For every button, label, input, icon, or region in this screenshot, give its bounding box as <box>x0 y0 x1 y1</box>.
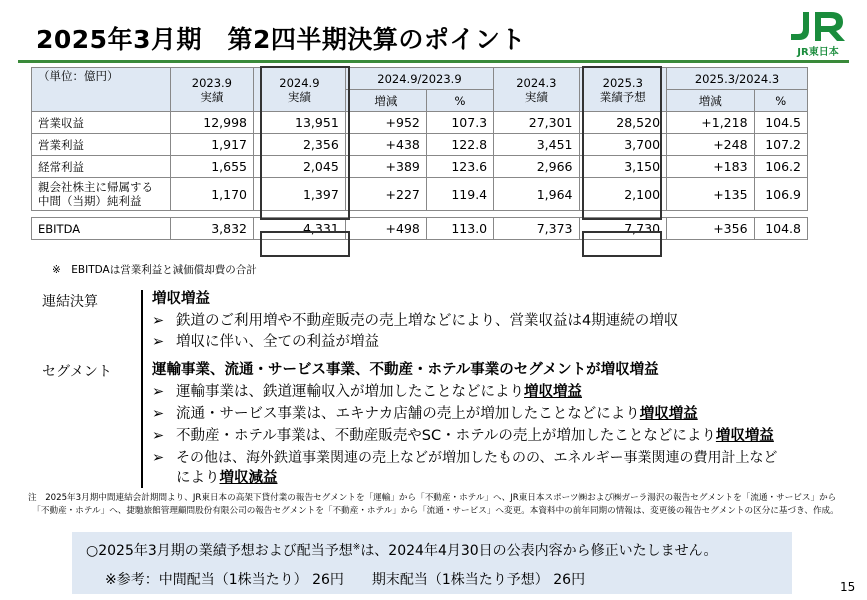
cell: 2,045 <box>254 156 346 178</box>
cell: 2,356 <box>254 134 346 156</box>
jr-logo <box>783 10 853 56</box>
group-header-2025-vs-2024: 2025.3/2024.3 <box>667 68 808 90</box>
cell: 3,700 <box>579 134 667 156</box>
note-mark: ※ <box>352 542 361 553</box>
table-row-ebitda <box>32 218 808 240</box>
arrow-icon: ➢ <box>152 313 165 329</box>
cell: 123.6 <box>426 156 493 178</box>
result-highlight: 増収増益 <box>524 384 582 400</box>
segment-bullet <box>152 427 774 446</box>
table-row <box>32 134 808 156</box>
cell: 122.8 <box>426 134 493 156</box>
table-gap <box>32 211 808 218</box>
cell: 3,150 <box>579 156 667 178</box>
arrow-icon: ➢ <box>152 450 165 466</box>
row-label: 経常利益 <box>32 156 171 178</box>
cell: 1,397 <box>254 178 346 211</box>
segment-head: 運輸事業、流通・サービス事業、不動産・ホテル事業のセグメントが増収増益 <box>152 362 659 378</box>
row-label: 営業利益 <box>32 134 171 156</box>
table-row <box>32 112 808 134</box>
cell: 1,917 <box>170 134 253 156</box>
footnote-line: 注 2025年3月期中間連結会計期間より、JR東日本の高架下貸付業の報告セグメントを「運輸」から「不動産・ホテル」へ、JR東日本スポーツ㈱および㈱ガーラ湯沢の報告セグメントを「流通・サービス」から <box>28 493 837 503</box>
section-divider <box>141 290 143 488</box>
col-header-2024-9: 2024.9 実績 <box>254 68 346 112</box>
segment-bullet <box>152 449 777 468</box>
cell: 28,520 <box>579 112 667 134</box>
dividend-reference: ※参考：中間配当（1株当たり） 26円 期末配当（1株当たり予想） 26円 <box>105 572 586 588</box>
cell: 107.2 <box>754 134 807 156</box>
segment-bullet-cont <box>176 469 278 488</box>
cell: 12,998 <box>170 112 253 134</box>
table-row <box>32 156 808 178</box>
cell: 3,832 <box>170 218 253 240</box>
cell: 1,964 <box>494 178 579 211</box>
result-highlight: 増収増益 <box>715 428 774 444</box>
cell: 106.9 <box>754 178 807 211</box>
cell: +438 <box>345 134 426 156</box>
page-title: 2025年3月期 第2四半期決算のポイント <box>36 25 526 54</box>
cell: +227 <box>345 178 426 211</box>
sub-header-percent: % <box>426 90 493 112</box>
financial-table <box>31 67 808 240</box>
col-header-2024-3: 2024.3 実績 <box>494 68 579 112</box>
arrow-icon: ➢ <box>152 384 165 400</box>
page-number: 15 <box>840 580 856 594</box>
cell: 27,301 <box>494 112 579 134</box>
row-label: EBITDA <box>32 218 171 240</box>
cell: 113.0 <box>426 218 493 240</box>
arrow-icon: ➢ <box>152 428 165 444</box>
jr-logo-icon <box>783 10 853 44</box>
cell: 13,951 <box>254 112 346 134</box>
result-highlight: 増収増益 <box>639 406 698 422</box>
cell: 1,655 <box>170 156 253 178</box>
consolidated-bullet <box>152 312 678 331</box>
row-label: 親会社株主に帰属する 中間（当期）純利益 <box>32 178 171 211</box>
bullet-text: により <box>176 470 220 486</box>
consolidated-label: 連結決算 <box>42 294 98 310</box>
bullet-text: 増収に伴い、全ての利益が増益 <box>176 334 379 350</box>
arrow-icon: ➢ <box>152 334 165 350</box>
cell: +1,218 <box>667 112 755 134</box>
cell: 2,966 <box>494 156 579 178</box>
sub-header-change: 増減 <box>345 90 426 112</box>
cell: 7,373 <box>494 218 579 240</box>
arrow-icon: ➢ <box>152 406 165 422</box>
row-label: 営業収益 <box>32 112 171 134</box>
logo-text: JR東日本 <box>797 47 839 58</box>
cell: 107.3 <box>426 112 493 134</box>
cell: 4,331 <box>254 218 346 240</box>
cell: +248 <box>667 134 755 156</box>
segment-bullet <box>152 383 582 402</box>
cell: +498 <box>345 218 426 240</box>
cell: 106.2 <box>754 156 807 178</box>
footnote-line: 「不動産・ホテル」へ、捷馳旅館管理顧問股份有限公司の報告セグメントを「不動産・ホテル」から「流通・サービス」へ変更。本資料中の前年同期の情報は、変更後の報告セグメントの区分に基づき、作成。 <box>28 506 839 516</box>
forecast-statement <box>86 540 718 560</box>
forecast-text: ○2025年3月期の業績予想および配当予想 <box>86 543 353 559</box>
group-header-2024-vs-2023: 2024.9/2023.9 <box>345 68 493 90</box>
cell: 104.5 <box>754 112 807 134</box>
sub-header-change: 増減 <box>667 90 755 112</box>
footnote <box>28 492 839 518</box>
ebitda-note: ※ EBITDAは営業利益と減価償却費の合計 <box>52 264 257 276</box>
cell: 2,100 <box>579 178 667 211</box>
cell: +952 <box>345 112 426 134</box>
cell: +183 <box>667 156 755 178</box>
segment-bullet <box>152 405 698 424</box>
consolidated-head: 増収増益 <box>152 291 210 307</box>
col-header-2025-3-forecast: 2025.3 業績予想 <box>579 68 667 112</box>
segment-label: セグメント <box>42 364 112 380</box>
cell: +389 <box>345 156 426 178</box>
unit-label: （単位：億円） <box>32 68 171 112</box>
cell: 3,451 <box>494 134 579 156</box>
cell: +356 <box>667 218 755 240</box>
consolidated-bullet <box>152 333 379 352</box>
cell: 7,730 <box>579 218 667 240</box>
table-row <box>32 178 808 211</box>
cell: 119.4 <box>426 178 493 211</box>
bullet-text: 流通・サービス事業は、エキナカ店舗の売上が増加したことなどにより <box>176 406 640 422</box>
cell: 1,170 <box>170 178 253 211</box>
bullet-text: 運輸事業は、鉄道運輸収入が増加したことなどにより <box>176 384 524 400</box>
cell: +135 <box>667 178 755 211</box>
cell: 104.8 <box>754 218 807 240</box>
col-header-2023-9: 2023.9 実績 <box>170 68 253 112</box>
title-rule <box>18 60 849 63</box>
bullet-text: 鉄道のご利用増や不動産販売の売上増などにより、営業収益は4期連続の増収 <box>176 313 679 329</box>
bullet-text: その他は、海外鉄道事業関連の売上などが増加したものの、エネルギー事業関連の費用計上など <box>176 450 778 466</box>
forecast-text: は、2024年4月30日の公表内容から修正いたしません。 <box>360 543 718 559</box>
sub-header-percent: % <box>754 90 807 112</box>
result-highlight: 増収減益 <box>219 470 278 486</box>
bullet-text: 不動産・ホテル事業は、不動産販売やSC・ホテルの売上が増加したことなどにより <box>176 428 716 444</box>
